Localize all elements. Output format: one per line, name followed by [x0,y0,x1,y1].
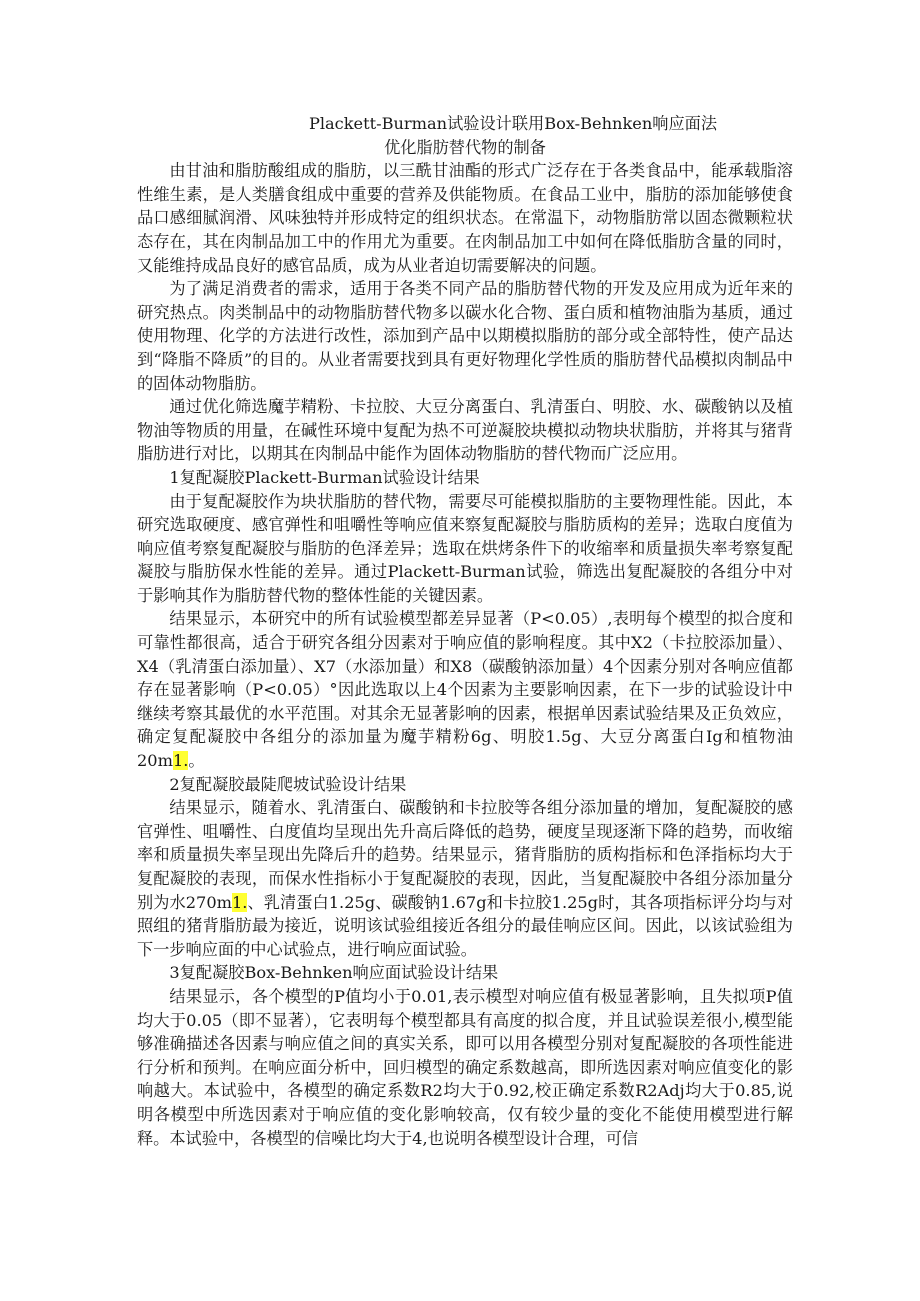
paragraph-pb-results [137,607,793,772]
paragraph-pb-response: 由于复配凝胶作为块状脂肪的替代物，需要尽可能模拟脂肪的主要物理性能。因此，本研究选取硬度、感官弹性和咀嚼性等响应值来察复配凝胶与脂肪质构的差异；选取白度值为响应值考察复配凝胶与脂肪的色泽差异；选取在烘烤条件下的收缩率和质量损失率考察复配凝胶与脂肪保水性能的差异。通过Plackett-Burman试验，筛选出复配凝胶的各组分中对于影响其作为脂肪替代物的整体性能的关键因素。 [137,491,793,605]
pb-results-text: 结果显示，本研究中的所有试验模型都差异显著（P<0.05）,表明每个模型的拟合度和可靠性都很高，适合于研究各组分因素对于响应值的影响程度。其中X2（卡拉胶添加量）、X4（乳清蛋白添加量）、X7（水添加量）和X8（碳酸钠添加量）4个因素分别对各响应值都存在显著影响（P<0.05）°因此选取以上4个因素为主要影响因素，在下一步的试验设计中继续考察其最优的水平范围。对其余无显著影响的因素，根据单因素试验结果及正负效应，确定复配凝胶中各组分的添加量为魔芋精粉6g、明胶1.5g、大豆分离蛋白Ig和植物油20m [137,609,793,771]
document-title-line2: 优化脂肪替代物的制备 [384,137,546,157]
paragraph-fat-substitutes: 为了满足消费者的需求，适用于各类不同产品的脂肪替代物的开发及应用成为近年来的研究热点。肉类制品中的动物脂肪替代物多以碳水化合物、蛋白质和植物油脂为基质，通过使用物理、化学的方法进行改性，添加到产品中以期模拟脂肪的部分或全部特性，使产品达到“降脂不降质”的目的。从业者需要找到具有更好物理化学性质的脂肪替代品模拟肉制品中的固体动物脂肪。 [137,279,793,393]
steepest-ascent-text: 结果显示，随着水、乳清蛋白、碳酸钠和卡拉胶等各组分添加量的增加，复配凝胶的感官弹性、咀嚼性、白度值均呈现出先升高后降低的趋势，硬度呈现逐渐下降的趋势，而收缩率和质量损失率呈现出先降后升的趋势。结果显示，猪背脂肪的质构指标和色泽指标均大于复配凝胶的表现，而保水性指标小于复配凝胶的表现，因此，当复配凝胶中各组分添加量分别为水270m [137,798,793,912]
section-heading-2: 2复配凝胶最陡爬坡试验设计结果 [169,774,407,794]
pb-results-end: 。 [188,751,205,771]
steepest-ascent-end: 、乳清蛋白1.25g、碳酸钠1.67g和卡拉胶1.25g时，其各项指标评分均与对照组的猪背脂肪最为接近，说明该试验组接近各组分的最佳响应区间。因此，以该试验组为下一步响应面的中心试验点，进行响应面试验。 [137,892,794,959]
section-heading-3: 3复配凝胶Box-Behnken响应面试验设计结果 [169,963,499,983]
document-page [137,112,793,1150]
paragraph-bbd-results: 结果显示，各个模型的P值均小于0.01,表示模型对响应值有极显著影响，且失拟项P值均大于0.05（即不显著），它表明每个模型都具有高度的拟合度，并且试验误差很小,模型能够准确描述各因素与响应值之间的真实关系，即可以用各模型分别对复配凝胶的各项性能进行分析和预判。在响应面分析中，回归模型的确定系数越高，即所选因素对响应值变化的影响越大。本试验中，各模型的确定系数R2均大于0.92,校正确定系数R2Adj均大于0.85,说明各模型中所选因素对于响应值的变化影响较高，仅有较少量的变化不能使用模型进行解释。本试验中，各模型的信噪比均大于4,也说明各模型设计合理，可信 [137,986,793,1148]
paragraph-study-aim: 通过优化筛选魔芋精粉、卡拉胶、大豆分离蛋白、乳清蛋白、明胶、水、碳酸钠以及植物油等物质的用量，在碱性环境中复配为热不可逆凝胶块模拟动物块状脂肪，并将其与猪背脂肪进行对比，以期其在肉制品中能作为固体动物脂肪的替代物而广泛应用。 [137,397,793,464]
highlighted-unit: 1. [172,751,189,771]
section-heading-1: 1复配凝胶Plackett-Burman试验设计结果 [169,467,480,487]
paragraph-steepest-ascent [137,796,793,961]
highlighted-unit-2: 1. [232,892,248,912]
document-title-line1: Plackett-Burman试验设计联用Box-Behnken响应面法 [308,114,718,133]
paragraph-intro-fat: 由甘油和脂肪酸组成的脂肪，以三酰甘油酯的形式广泛存在于各类食品中，能承载脂溶性维生素，是人类膳食组成中重要的营养及供能物质。在食品工业中，脂肪的添加能够使食品口感细腻润滑、风味独特并形成特定的组织状态。在常温下，动物脂肪常以固态微颗粒状态存在，其在肉制品加工中的作用尤为重要。在肉制品加工中如何在降低脂肪含量的同时，又能维持成品良好的感官品质，成为从业者迫切需要解决的问题。 [137,161,793,275]
